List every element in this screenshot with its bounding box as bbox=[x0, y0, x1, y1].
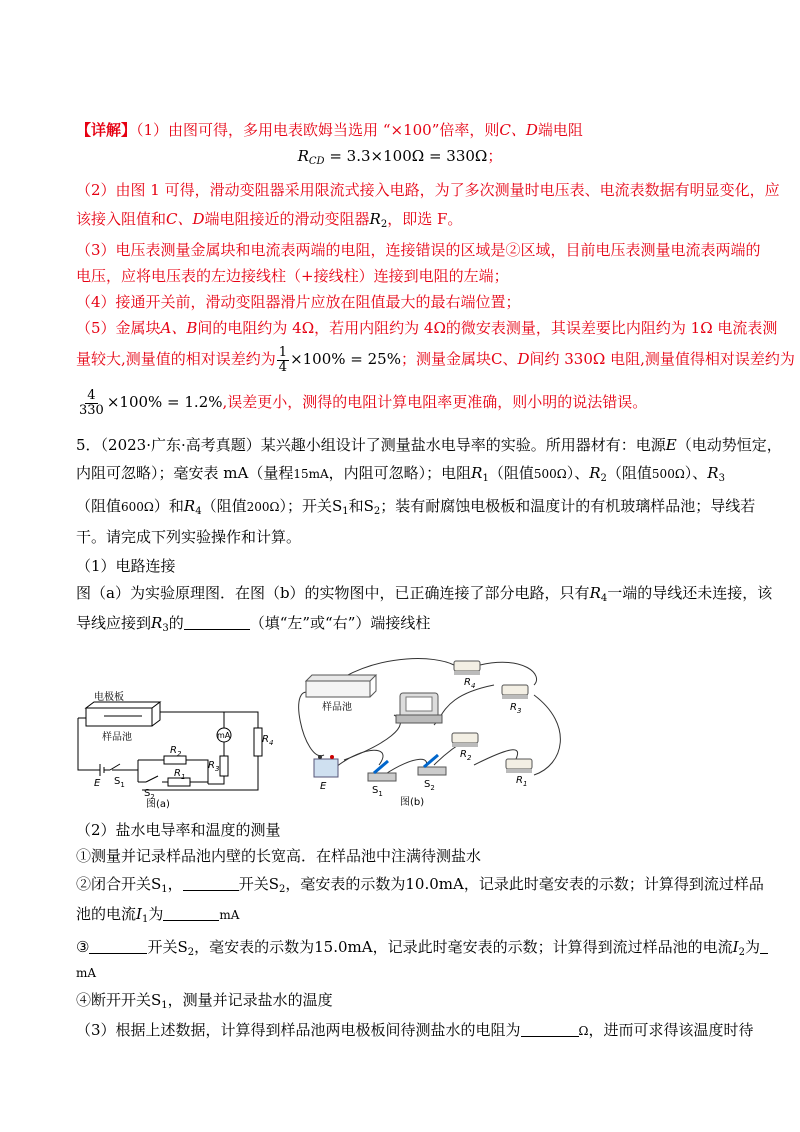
q5-text: （阻值 bbox=[606, 464, 652, 482]
label-s2-b: $S_2$ bbox=[424, 779, 435, 792]
label-e: E bbox=[94, 778, 101, 789]
symbol-r3: R bbox=[707, 464, 719, 482]
sub: 2 bbox=[738, 947, 745, 958]
formula-25: ×100% = 25% bbox=[290, 350, 401, 368]
detail-text: 间约 330Ω 电阻,测量值得相对误差约为 bbox=[529, 350, 795, 368]
detail-text: 量较大,测量值的相对误差约为 bbox=[76, 350, 276, 368]
detail-text: 端电阻 bbox=[537, 121, 583, 139]
q5-text: ）和 bbox=[153, 497, 184, 515]
detail-tag: 【详解】 bbox=[76, 121, 137, 139]
symbol-r4: R bbox=[589, 584, 601, 602]
q5-text: ）、 bbox=[684, 464, 708, 482]
q5-text: 导线应接到 bbox=[76, 614, 152, 632]
q5-text: 为 bbox=[148, 905, 164, 923]
figure-a-schematic bbox=[72, 690, 278, 810]
answer-blank[interactable] bbox=[163, 905, 219, 921]
value: 600Ω bbox=[121, 500, 154, 514]
q5-text: ，测量并记录盐水的温度 bbox=[167, 991, 333, 1009]
label-r1: $R_1$ bbox=[174, 768, 186, 781]
detail-line-5: 电压，应将电压表的左边接线柱（+接线柱）连接到电阻的左端； bbox=[76, 267, 509, 285]
q5-text: ）；开关 bbox=[279, 497, 332, 515]
sample-pool bbox=[306, 675, 376, 697]
symbol-r4: R bbox=[183, 497, 196, 515]
detail-line-6: （4）接通开关前，滑动变阻器滑片应放在阻值最大的最右端位置； bbox=[76, 293, 521, 311]
value: 500Ω bbox=[651, 467, 685, 481]
detail-cd: C、D bbox=[499, 121, 538, 139]
detail-text: （1）由图可得，多用电表欧姆当选用 “×100”倍率，则 bbox=[136, 121, 500, 139]
detail-text: ,误差更小，测得的电阻计算电阻率更准确，则小明的说法错误。 bbox=[222, 393, 648, 411]
q5-text: ；装有耐腐蚀电极板和温度计的有机玻璃样品池；导线若 bbox=[380, 497, 756, 515]
detail-text: ；测量金属块C、 bbox=[400, 350, 518, 368]
label-s1-b: $S_1$ bbox=[372, 785, 383, 798]
symbol-s2: S bbox=[177, 938, 188, 956]
q5-text: ）、 bbox=[566, 464, 590, 482]
sub: 1 bbox=[482, 473, 489, 484]
label-r3: $R_3$ bbox=[208, 760, 220, 773]
formula-1-2: ×100% = 1.2% bbox=[106, 393, 223, 411]
sub: 1 bbox=[342, 506, 349, 517]
unit: Ω bbox=[578, 1024, 589, 1038]
step-2-line-2 bbox=[76, 904, 724, 930]
step-4 bbox=[76, 990, 724, 1016]
detail-text: ，即选 F。 bbox=[387, 210, 463, 228]
q5-text: 一端的导线还未连接，该 bbox=[607, 584, 773, 602]
q5-line-4: 干。请完成下列实验操作和计算。 bbox=[76, 528, 302, 546]
power-supply bbox=[314, 755, 338, 777]
q5-text: （阻值 bbox=[488, 464, 534, 482]
q5-text: 为 bbox=[744, 938, 760, 956]
q5-sec3 bbox=[76, 1020, 754, 1041]
q5-text: ， bbox=[167, 875, 183, 893]
q5-text: ，记录此时毫安表的示数；计算得到流过样品 bbox=[463, 875, 764, 893]
step-3-line-2: mA bbox=[76, 966, 97, 980]
formula-rcd bbox=[0, 146, 800, 172]
q5-line-1 bbox=[76, 435, 782, 455]
q5-text: ③ bbox=[76, 938, 90, 956]
resistor-r2 bbox=[452, 733, 478, 747]
detail-line-4: （3）电压表测量金属块和电流表两端的电阻，连接错误的区域是②区域，目前电压表测量电流表两端的 bbox=[76, 241, 761, 259]
q5-line-2 bbox=[76, 463, 724, 489]
sub: 1 bbox=[161, 884, 168, 895]
value: 500Ω bbox=[533, 467, 567, 481]
detail-line-1 bbox=[76, 120, 724, 140]
symbol-s1: S bbox=[331, 497, 343, 515]
q5-line-6 bbox=[76, 583, 773, 609]
formula-symbol: R bbox=[297, 147, 309, 165]
symbol-s2: S bbox=[363, 497, 374, 515]
sub: 2 bbox=[187, 947, 195, 958]
sub: 4 bbox=[195, 506, 202, 517]
formula-sub: CD bbox=[308, 156, 325, 167]
q5-line-3 bbox=[76, 496, 756, 522]
symbol-r3: R bbox=[151, 614, 163, 632]
q5-sec1: （1）电路连接 bbox=[76, 557, 176, 575]
q5-text: （填“左”或“右”）端接线柱 bbox=[249, 614, 431, 632]
label-s1: $S_1$ bbox=[114, 776, 125, 789]
q5-text: ，记录此时毫安表的示数；计算得到流过样品池的电流 bbox=[372, 938, 733, 956]
answer-blank[interactable] bbox=[184, 614, 250, 630]
q5-text: （电动势恒定， bbox=[676, 436, 782, 454]
label-e-b: E bbox=[320, 781, 327, 792]
answer-blank[interactable] bbox=[89, 938, 147, 954]
q5-text: ，毫安表的示数为 bbox=[194, 938, 315, 956]
detail-cd: C、D bbox=[166, 210, 205, 228]
q5-text: （3）根据上述数据，计算得到样品池两电极板间待测盐水的电阻为 bbox=[76, 1021, 521, 1039]
q5-sec2: （2）盐水电导率和温度的测量 bbox=[76, 821, 281, 839]
detail-text: 间的电阻约为 4Ω，若用内阻约为 4Ω的微安表测量，其误差要比内阻约为 1Ω 电流表测 bbox=[197, 319, 778, 337]
label-r3-b: $R_3$ bbox=[510, 702, 522, 715]
fraction-1-4 bbox=[277, 346, 289, 375]
sub: 4 bbox=[600, 593, 608, 604]
q5-text: 和 bbox=[348, 497, 364, 515]
q5-text: ，内阻可忽略）；电阻 bbox=[328, 464, 472, 482]
q5-text: ④断开开关 bbox=[76, 991, 152, 1009]
detail-line-7 bbox=[76, 318, 778, 338]
sub: 2 bbox=[278, 884, 286, 895]
formula-rest: = 3.3×100Ω = 330Ω bbox=[324, 147, 488, 165]
detail-line-9 bbox=[76, 386, 724, 418]
detail-text: 端电阻接近的滑动变阻器 bbox=[204, 210, 370, 228]
value: 200Ω bbox=[246, 500, 280, 514]
symbol-i2: I bbox=[732, 938, 739, 956]
detail-text: 该接入阻值和 bbox=[76, 210, 167, 228]
q5-text: ，毫安表的示数为 bbox=[285, 875, 406, 893]
step-3-line-1 bbox=[76, 937, 760, 963]
detail-line-2: （2）由图 1 可得，滑动变阻器采用限流式接入电路，为了多次测量时电压表、电流表数据有明显变化，应 bbox=[76, 181, 780, 199]
caption-b: 图(b) bbox=[400, 797, 425, 808]
detail-line-8 bbox=[76, 344, 795, 375]
q5-text: ②闭合开关 bbox=[76, 875, 152, 893]
range-value: 15mA bbox=[293, 467, 329, 481]
q5-text: （阻值 bbox=[76, 497, 122, 515]
resistor-r1 bbox=[506, 759, 532, 773]
answer-blank[interactable] bbox=[760, 938, 768, 954]
step-1: ①测量并记录样品池内壁的长宽高．在样品池中注满待测盐水 bbox=[76, 847, 482, 865]
symbol-s2: S bbox=[268, 875, 279, 893]
caption-a: 图(a) bbox=[146, 799, 170, 810]
sub: 1 bbox=[141, 914, 149, 925]
q5-text: 的 bbox=[168, 614, 184, 632]
sub: 3 bbox=[718, 473, 725, 484]
q5-text: 图（a）为实验原理图．在图（b）的实物图中，已正确连接了部分电路，只有 bbox=[76, 584, 590, 602]
milliammeter bbox=[396, 693, 442, 723]
q5-text: 内阻可忽略）；毫安表 mA（量程 bbox=[76, 464, 294, 482]
frac-num: 4 bbox=[87, 387, 96, 403]
formula-end: ； bbox=[487, 147, 503, 165]
symbol-s1: S bbox=[151, 991, 162, 1009]
q5-text: 开关 bbox=[147, 938, 178, 956]
q5-text: 池的电流 bbox=[76, 905, 137, 923]
step-2-line-1 bbox=[76, 874, 764, 900]
label-r2: $R_2$ bbox=[170, 745, 182, 758]
label-pool-b: 样品池 bbox=[322, 702, 352, 713]
symbol-i1: I bbox=[136, 905, 142, 923]
label-r1-b: $R_1$ bbox=[516, 775, 528, 788]
label-ma: mA bbox=[217, 731, 231, 740]
frac-den: 4 bbox=[278, 359, 288, 375]
frac-den: 330 bbox=[79, 402, 104, 418]
fraction-4-330 bbox=[77, 389, 106, 418]
detail-line-3 bbox=[76, 209, 724, 235]
label-electrode: 电极板 bbox=[94, 692, 124, 703]
detail-ab: A、B bbox=[160, 319, 198, 337]
q5-text: 5．（2023·广东·高考真题）某兴趣小组设计了测量盐水电导率的实验。所用器材有：电源 bbox=[76, 436, 666, 454]
r2-symbol: R bbox=[369, 210, 381, 228]
switch-s1 bbox=[368, 761, 396, 781]
label-r4-b: $R_4$ bbox=[464, 677, 476, 690]
q5-text: 开关 bbox=[238, 875, 269, 893]
sub: 2 bbox=[373, 506, 381, 517]
label-r4: $R_4$ bbox=[262, 734, 274, 747]
value: 15.0mA bbox=[314, 938, 373, 956]
frac-num: 1 bbox=[278, 344, 288, 360]
unit: mA bbox=[219, 908, 240, 922]
q5-text: （阻值 bbox=[201, 497, 247, 515]
q5-text: ，进而可求得该温度时待 bbox=[588, 1021, 754, 1039]
sub: 1 bbox=[161, 1000, 168, 1011]
resistor-r4 bbox=[454, 661, 480, 675]
symbol-e: E bbox=[665, 436, 677, 454]
symbol-s1: S bbox=[151, 875, 162, 893]
label-r2-b: $R_2$ bbox=[460, 749, 472, 762]
q5-line-7 bbox=[76, 613, 724, 639]
detail-text: （5）金属块 bbox=[76, 319, 161, 337]
answer-blank[interactable] bbox=[183, 875, 239, 891]
answer-blank[interactable] bbox=[521, 1021, 579, 1037]
sub: 3 bbox=[162, 623, 169, 634]
sub: 2 bbox=[600, 473, 607, 484]
figure-b-photo bbox=[284, 655, 574, 815]
symbol-r2: R bbox=[589, 464, 601, 482]
value: 10.0mA bbox=[405, 875, 464, 893]
detail-d: D bbox=[517, 350, 530, 368]
label-s2: $S_2$ bbox=[144, 788, 155, 801]
label-pool: 样品池 bbox=[102, 732, 132, 743]
r2-sub: 2 bbox=[380, 219, 388, 230]
symbol-r1: R bbox=[471, 464, 483, 482]
resistor-r3 bbox=[502, 685, 528, 699]
